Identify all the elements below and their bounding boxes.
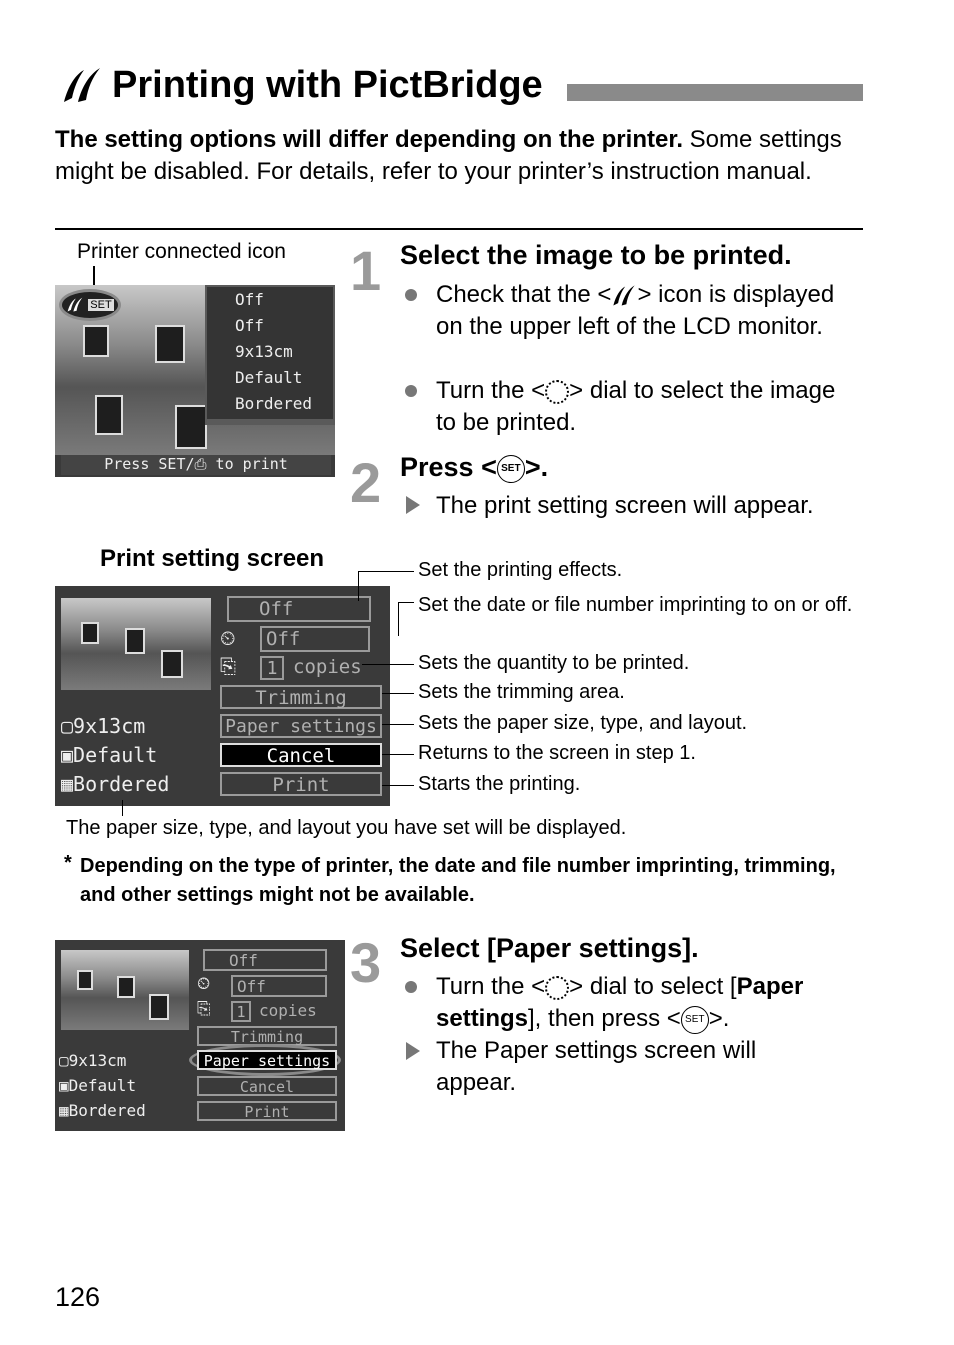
print-button[interactable]: Print xyxy=(197,1101,337,1121)
clock-icon: ⏲ xyxy=(220,628,236,650)
paper-size: ▢9x13cm xyxy=(61,714,146,738)
paper-layout: ▦Bordered xyxy=(59,1101,146,1120)
callout-quantity: Sets the quantity to be printed. xyxy=(418,652,690,674)
step2-title-pre: Press < xyxy=(400,452,497,482)
intro-bold: The setting options will differ depending on the printer. xyxy=(55,126,683,153)
copies-label: copies xyxy=(293,656,362,678)
step3-b1-post1: ], then press < xyxy=(528,1005,681,1032)
thumbnail-photo xyxy=(61,598,211,690)
intro-rest: Some settings might be disabled. For details, refer to your printer’s instruction manual. xyxy=(55,126,842,185)
pictbridge-icon xyxy=(611,284,637,308)
bottom-bar: Press SET/⎙ to print xyxy=(61,455,331,475)
step2-title-post: >. xyxy=(524,452,549,482)
trimming-button[interactable]: Trimming xyxy=(220,685,382,709)
figure1-caption: Printer connected icon xyxy=(77,240,286,263)
paper-type: ▣Default xyxy=(59,1076,137,1095)
figure2-heading: Print setting screen xyxy=(100,545,325,572)
step3-result: The Paper settings screen will appear. xyxy=(436,1037,757,1096)
printer-connected-indicator xyxy=(59,289,121,321)
paper-settings-button[interactable]: Paper settings xyxy=(220,714,382,738)
step1-b2-post: > dial to select the image to be printed. xyxy=(436,377,836,436)
layout-value: Bordered xyxy=(235,394,313,413)
bullet-dot xyxy=(405,289,417,301)
type-value: Default xyxy=(235,368,303,387)
copies-label: copies xyxy=(259,1001,317,1020)
step3-b1-post2: >. xyxy=(708,1005,730,1032)
page-number: 126 xyxy=(55,1282,101,1312)
effect-field[interactable]: Off xyxy=(203,949,327,971)
date-value: Off xyxy=(235,316,264,335)
step1-b1-post: > icon is displayed on the upper left of the LCD monitor. xyxy=(436,281,835,340)
callout-paper: Sets the paper size, type, and layout. xyxy=(418,712,748,734)
callout-cancel: Returns to the screen in step 1. xyxy=(418,742,696,764)
dial-icon xyxy=(545,380,569,404)
paper-type: ▣Default xyxy=(61,743,158,767)
result-arrow-icon xyxy=(406,1042,420,1060)
step1-b2-pre: Turn the < xyxy=(436,377,546,404)
paper-layout: ▦Bordered xyxy=(61,772,170,796)
effect-value: Off xyxy=(235,290,264,309)
step3-bullet1 xyxy=(436,971,866,1035)
step3-b1-pre: Turn the < xyxy=(436,973,546,1000)
copies-icon: ⎘ xyxy=(220,656,236,678)
cancel-button[interactable]: Cancel xyxy=(197,1076,337,1096)
settings-list xyxy=(207,287,333,417)
copies-number[interactable]: 1 xyxy=(231,1001,251,1022)
callout-effects: Set the printing effects. xyxy=(418,559,623,581)
step2-result: The print setting screen will appear. xyxy=(436,492,814,519)
effect-field[interactable]: Off xyxy=(227,596,371,622)
set-badge: SET xyxy=(90,299,112,311)
lcd-screen-3 xyxy=(55,940,345,1131)
page-title-text: Printing with PictBridge xyxy=(112,64,543,106)
step3-title: Select [Paper settings]. xyxy=(400,933,699,963)
copies-icon: ⎘ xyxy=(197,999,211,1018)
set-button-icon: SET xyxy=(681,1006,709,1034)
callout-print: Starts the printing. xyxy=(418,773,581,795)
pictbridge-icon xyxy=(66,296,84,314)
copies-number[interactable]: 1 xyxy=(260,656,284,680)
bullet-dot xyxy=(405,385,417,397)
step1-title: Select the image to be printed. xyxy=(400,240,792,270)
title-decor-bar xyxy=(567,84,863,101)
dial-icon xyxy=(545,976,569,1000)
set-button-icon: SET xyxy=(497,455,525,483)
step2-number: 2 xyxy=(350,451,382,514)
step3-b1-mid: > dial to select [ xyxy=(569,973,737,1000)
note-text: Depending on the type of printer, the date and file number imprinting, trimming, and other settings might not be available. xyxy=(80,855,836,906)
page-title xyxy=(60,64,543,107)
trimming-button[interactable]: Trimming xyxy=(197,1026,337,1046)
step3-b1-bold: Paper settings xyxy=(436,973,804,1032)
clock-icon: ⏲ xyxy=(197,974,211,993)
size-value: 9x13cm xyxy=(235,342,293,361)
lcd-screen-2 xyxy=(55,586,390,806)
settings-overlay xyxy=(207,287,333,419)
lcd-screen-1 xyxy=(55,285,335,477)
step1-bullet1 xyxy=(436,279,866,343)
date-field[interactable]: Off xyxy=(231,975,327,997)
step3-number: 3 xyxy=(350,931,382,994)
result-arrow-icon xyxy=(406,496,420,514)
date-field[interactable]: Off xyxy=(260,626,370,652)
step1-number: 1 xyxy=(350,239,382,302)
paper-size: ▢9x13cm xyxy=(59,1051,127,1070)
paper-summary xyxy=(61,712,169,799)
step1-bullet2 xyxy=(436,375,856,439)
print-button[interactable]: Print xyxy=(220,772,382,796)
callout-bottom: The paper size, type, and layout you have set will be displayed. xyxy=(66,817,627,839)
paper-settings-button[interactable]: Paper settings xyxy=(197,1050,337,1070)
callout-date: Set the date or file number imprinting to on or off. xyxy=(418,594,853,616)
pictbridge-icon xyxy=(60,66,104,106)
intro-text xyxy=(55,124,865,188)
callout-trimming: Sets the trimming area. xyxy=(418,681,625,703)
divider xyxy=(55,228,863,230)
step1-b1-pre: Check that the < xyxy=(436,281,612,308)
thumbnail-photo xyxy=(61,950,189,1030)
cancel-button[interactable]: Cancel xyxy=(220,743,382,767)
bullet-dot xyxy=(405,981,417,993)
note-star: * xyxy=(64,852,72,874)
paper-summary xyxy=(59,1048,146,1123)
step2-title xyxy=(400,452,548,483)
